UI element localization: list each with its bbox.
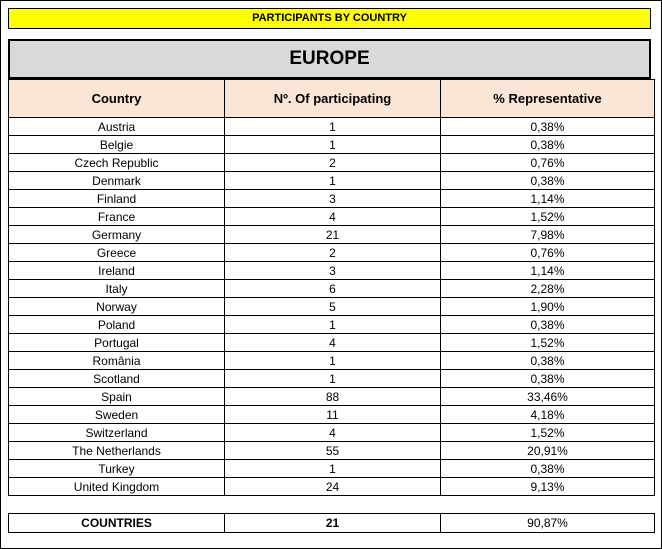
cell-country: France	[9, 208, 225, 226]
cell-country: Germany	[9, 226, 225, 244]
cell-country: România	[9, 352, 225, 370]
cell-country: Ireland	[9, 262, 225, 280]
cell-percentage: 2,28%	[441, 280, 655, 298]
cell-count: 21	[225, 226, 441, 244]
cell-country: Greece	[9, 244, 225, 262]
cell-country: Belgie	[9, 136, 225, 154]
cell-count: 4	[225, 424, 441, 442]
cell-count: 4	[225, 208, 441, 226]
column-header-participating: Nº. Of participating	[225, 80, 441, 118]
cell-count: 5	[225, 298, 441, 316]
cell-count: 4	[225, 334, 441, 352]
table-body	[9, 118, 655, 496]
table-row	[9, 244, 655, 262]
table-row	[9, 334, 655, 352]
cell-count: 1	[225, 316, 441, 334]
region-title: EUROPE	[8, 39, 651, 79]
table-row	[9, 370, 655, 388]
cell-count: 6	[225, 280, 441, 298]
cell-country: Austria	[9, 118, 225, 136]
cell-count: 1	[225, 136, 441, 154]
cell-percentage: 1,90%	[441, 298, 655, 316]
cell-percentage: 0,76%	[441, 244, 655, 262]
table-row	[9, 154, 655, 172]
table-row	[9, 478, 655, 496]
cell-percentage: 0,76%	[441, 154, 655, 172]
cell-percentage: 7,98%	[441, 226, 655, 244]
cell-country: Finland	[9, 190, 225, 208]
table-row	[9, 316, 655, 334]
table-row	[9, 424, 655, 442]
cell-country: Turkey	[9, 460, 225, 478]
cell-count: 1	[225, 460, 441, 478]
column-header-country: Country	[9, 80, 225, 118]
participants-table	[8, 79, 655, 496]
totals-table	[8, 513, 655, 533]
banner-title: PARTICIPANTS BY COUNTRY	[8, 8, 651, 29]
cell-count: 3	[225, 190, 441, 208]
cell-country: United Kingdom	[9, 478, 225, 496]
table-row	[9, 460, 655, 478]
table-row	[9, 262, 655, 280]
cell-count: 1	[225, 352, 441, 370]
cell-country: Czech Republic	[9, 154, 225, 172]
cell-count: 1	[225, 172, 441, 190]
cell-percentage: 1,52%	[441, 334, 655, 352]
cell-count: 2	[225, 154, 441, 172]
cell-count: 1	[225, 370, 441, 388]
table-row	[9, 442, 655, 460]
cell-country: Italy	[9, 280, 225, 298]
cell-country: Portugal	[9, 334, 225, 352]
cell-count: 11	[225, 406, 441, 424]
cell-percentage: 9,13%	[441, 478, 655, 496]
cell-percentage: 1,52%	[441, 424, 655, 442]
cell-country: Norway	[9, 298, 225, 316]
totals-row	[9, 514, 655, 533]
cell-percentage: 1,14%	[441, 190, 655, 208]
cell-percentage: 0,38%	[441, 352, 655, 370]
table-row	[9, 388, 655, 406]
table-row	[9, 298, 655, 316]
table-row	[9, 190, 655, 208]
totals-label: COUNTRIES	[9, 514, 225, 533]
totals-count: 21	[225, 514, 441, 533]
table-row	[9, 352, 655, 370]
cell-count: 88	[225, 388, 441, 406]
cell-country: Sweden	[9, 406, 225, 424]
cell-country: Scotland	[9, 370, 225, 388]
totals-percentage: 90,87%	[441, 514, 655, 533]
table-row	[9, 406, 655, 424]
table-row	[9, 208, 655, 226]
cell-count: 24	[225, 478, 441, 496]
cell-percentage: 0,38%	[441, 118, 655, 136]
table-header-row	[9, 80, 655, 118]
cell-percentage: 33,46%	[441, 388, 655, 406]
cell-percentage: 20,91%	[441, 442, 655, 460]
cell-percentage: 4,18%	[441, 406, 655, 424]
table-row	[9, 226, 655, 244]
table-row	[9, 172, 655, 190]
cell-count: 55	[225, 442, 441, 460]
cell-country: Switzerland	[9, 424, 225, 442]
cell-percentage: 1,14%	[441, 262, 655, 280]
table-row	[9, 280, 655, 298]
cell-percentage: 0,38%	[441, 172, 655, 190]
cell-count: 1	[225, 118, 441, 136]
cell-percentage: 0,38%	[441, 136, 655, 154]
table-row	[9, 136, 655, 154]
cell-percentage: 0,38%	[441, 460, 655, 478]
cell-percentage: 1,52%	[441, 208, 655, 226]
table-row	[9, 118, 655, 136]
cell-count: 3	[225, 262, 441, 280]
cell-country: Spain	[9, 388, 225, 406]
cell-count: 2	[225, 244, 441, 262]
cell-country: Poland	[9, 316, 225, 334]
cell-percentage: 0,38%	[441, 370, 655, 388]
cell-percentage: 0,38%	[441, 316, 655, 334]
column-header-representative: % Representative	[441, 80, 655, 118]
cell-country: Denmark	[9, 172, 225, 190]
cell-country: The Netherlands	[9, 442, 225, 460]
